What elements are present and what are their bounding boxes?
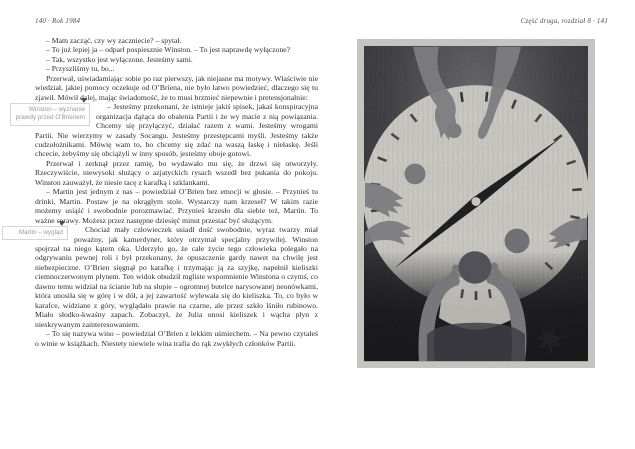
- right-running-header: Część druga, rozdział 8 · 141: [520, 17, 608, 25]
- paragraph-text: Przerwał i zerknął przez ramię, bo wydawało mu się, że drzwi się otworzyły. Rzeczywiście, niewysoki służący o azjatyckich rysach wszedł bez pukania do pokoju. Winston zauważył, że niesie tacę z karafką i szklankami.: [35, 158, 318, 187]
- left-running-header: 140 · Rok 1984: [35, 17, 81, 25]
- note-pin-icon: [59, 221, 65, 226]
- margin-note-text: Winston – wyznanie prawdy przed O’Brienem: [10, 103, 90, 126]
- note-pin-icon: [81, 98, 87, 103]
- margin-note-text: Martin – wygląd: [2, 226, 68, 240]
- paragraph: [35, 45, 318, 54]
- clock-illustration: [357, 39, 595, 368]
- paragraph: [35, 187, 318, 225]
- paragraph: [15, 102, 318, 159]
- paragraph-text: – Tak, wszystko jest wyłączone. Jesteśmy sami.: [46, 54, 193, 64]
- margin-note-winston: [10, 103, 90, 126]
- paragraph-text: – To się nazywa wino – powiedział O’Brien z lekkim uśmiechem. – Na pewno czytałeś o winie w książkach. Niestety niewiele wina trafia do rąk zwykłych członków Partii.: [35, 329, 318, 348]
- paragraph: [35, 55, 318, 64]
- paragraph: [35, 36, 318, 45]
- left-page-text-column: [15, 36, 318, 348]
- paragraph-text: – Martin jest jednym z nas – powiedział O’Brien bez emocji w głosie. – Przynieś tu drinki, Martin. Postaw je na okrągłym stole. Wystarczy nam krzeseł? W takim razie możemy usiąść i swobodnie porozmawiać. Przynieś krzesło dla siebie też, Martin. To ważne sprawy. Możesz przez następne dziesięć minut przestać być służącym.: [35, 187, 318, 225]
- paragraph-text: – Przyszliśmy tu, bo...: [46, 64, 115, 74]
- paragraph: [35, 159, 318, 187]
- paragraph: [35, 329, 318, 348]
- paragraph-text: Chociaż mały człowieczek usiadł dość swobodnie, wyraz twarzy miał poważny, jak kamerdyner, który otrzymał specjalny przywilej. Winston spojrzał na niego kątem oka. Uderzyło go, że całe życie tego człowieka polegało na odgrywaniu pewnej roli i był przekonany, że opuszczenie gardy nawet na chwilę jest niebezpieczne. O’Brien sięgnął po karafkę i trzymając ją za szyjkę, napełnił kieliszki ciemnoczerwonym płynem. Ten widok obudził mgliste wspomnienie Winstona o czymś, co dawno temu widział na ścianie lub na słupie – ogromnej butelce narysowanej neonówkami, która unosiła się w górę i w dół, a jej zawartość wylewała się do kieliszka. To, co było w karafce, widziane z góry, wyglądało prawie na czarne, ale przez szkło lśniło rubinowo. Miało słodko-kwaśny zapach. Zobaczył, że Julia unosi kieliszek i wącha płyn z nieskrywanym zainteresowaniem.: [35, 225, 318, 329]
- paragraph-text: – Mam zacząć, czy wy zaczniecie? – spytał.: [46, 36, 182, 45]
- clock-illustration-svg: [357, 39, 595, 368]
- paragraph-text: – Jesteśmy przekonani, że istnieje jakiś spisek, jakaś konspiracyjna organizacja dążąca do obalenia Partii i że wy macie z nią powiązania. Chcemy się przyłączyć, działać razem z wami. Jesteśmy wrogami Partii. Nie wierzymy w zasady Socangu. Jesteśmy przestępcami myśli. Jesteśmy także cudzołożnikami. Mówię wam to, bo chcemy się zdać na waszą łaskę i niełaskę. Jeśli chcecie, żebyśmy się obciążyli w inny sposób, jesteśmy oboje gotowi.: [35, 102, 318, 159]
- paragraph: [18, 225, 318, 329]
- margin-note-martin: [2, 226, 68, 240]
- paragraph: [35, 64, 318, 73]
- paragraph-text: – To już lepiej ja – odparł pospiesznie Winston. – To jest naprawdę wyłączone?: [46, 45, 291, 55]
- paragraph-text: Przerwał, uświadamiając sobie po raz pierwszy, jak niejasne ma motywy. Właściwie nie wiedział, jakiej pomocy oczekuje od O’Briena, nie było łatwo powiedzieć, dlaczego się tu zjawił. Mówił dalej, mając świadomość, że to musi brzmieć niepewnie i pretensjonalnie:: [35, 73, 318, 102]
- paragraph: [35, 74, 318, 102]
